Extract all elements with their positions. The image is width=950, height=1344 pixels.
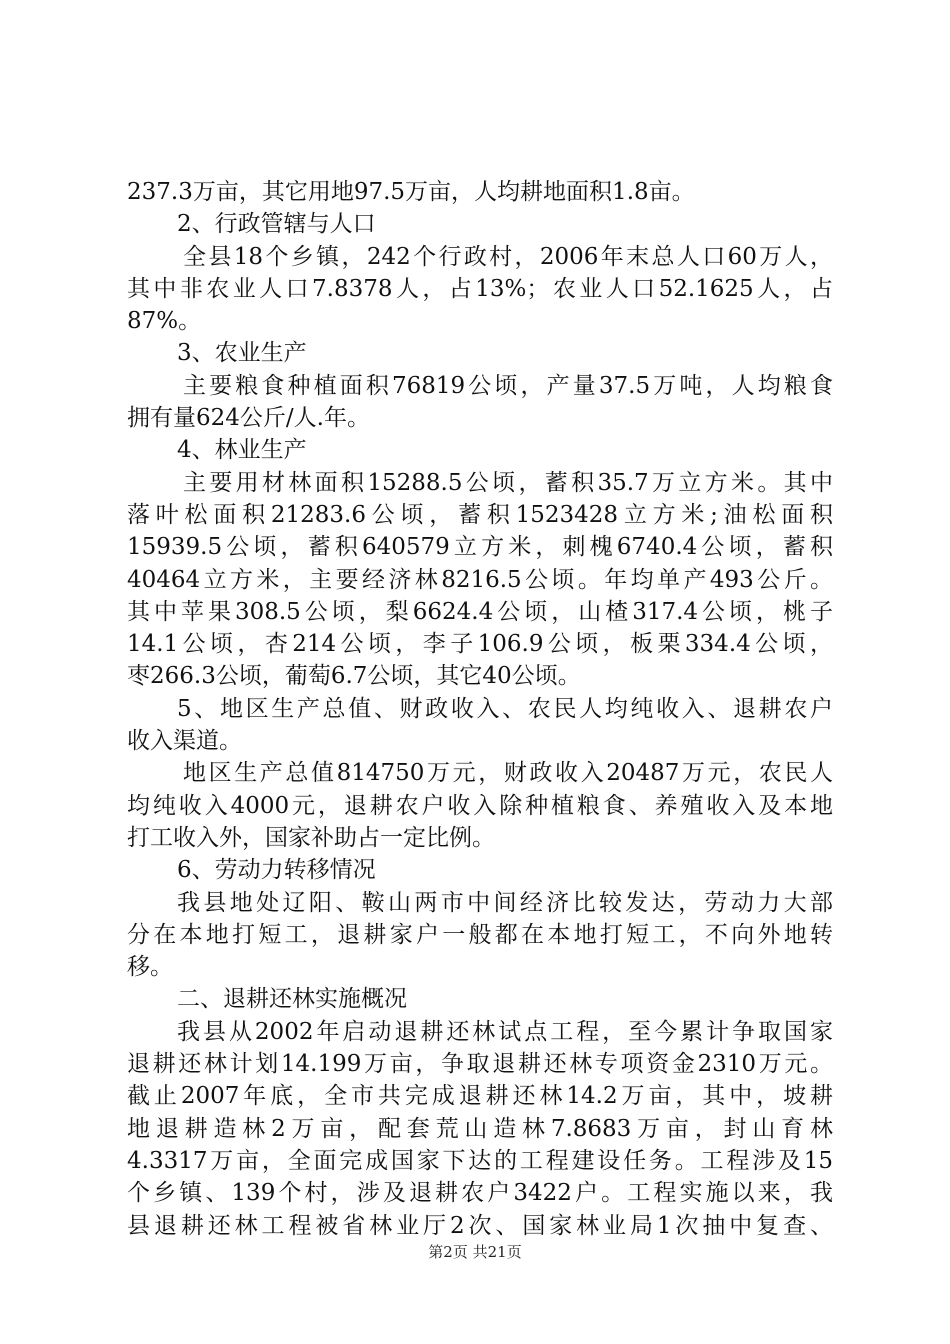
text-line: 我县地处辽阳、鞍山两市中间经济比较发达，劳动力大部: [177, 889, 833, 916]
text-line: 截止2007年底，全市共完成退耕还林14.2万亩，其中，坡耕: [127, 1083, 833, 1110]
text-line: 个乡镇、139个村，涉及退耕农户3422户。工程实施以来，我: [127, 1180, 833, 1207]
text-line: 237.3万亩，其它用地97.5万亩，人均耕地面积1.8亩。: [127, 179, 695, 205]
text-line: 87%。: [127, 308, 202, 335]
page-footer: 第2页 共21页: [428, 1243, 522, 1261]
text-line: 其中非农业人口7.8378人，占13%；农业人口52.1625人，占: [127, 275, 833, 302]
text-line: 3、农业生产: [177, 340, 307, 367]
text-line: 分在本地打短工，退耕家户一般都在本地打短工，不向外地转: [127, 921, 833, 948]
text-line: 6、劳动力转移情况: [177, 857, 376, 884]
text-line: 主要用材林面积15288.5公顷，蓄积35.7万立方米。其中: [183, 469, 833, 496]
text-line: 枣266.3公顷，葡萄6.7公顷，其它40公顷。: [127, 663, 581, 690]
text-line: 4.3317万亩，全面完成国家下达的工程建设任务。工程涉及15: [127, 1147, 833, 1174]
text-line: 打工收入外，国家补助占一定比例。: [127, 824, 495, 851]
text-line: 地区生产总值814750万元，财政收入20487万元，农民人: [183, 760, 833, 787]
text-line: 主要粮食种植面积76819公顷，产量37.5万吨，人均粮食: [183, 372, 833, 399]
text-line: 二、退耕还林实施概况: [177, 986, 407, 1013]
text-line: 2、行政管辖与人口: [177, 211, 376, 238]
text-line: 4、林业生产: [177, 437, 307, 464]
text-line: 县退耕还林工程被省林业厅2次、国家林业局1次抽中复查、: [127, 1212, 833, 1239]
text-line: 40464立方米，主要经济林8216.5公顷。年均单产493公斤。: [127, 566, 833, 593]
text-line: 地退耕造林2万亩，配套荒山造林7.8683万亩，封山育林: [127, 1115, 833, 1142]
text-line: 15939.5公顷，蓄积640579立方米，刺槐6740.4公顷，蓄积: [127, 534, 833, 561]
text-line: 均纯收入4000元，退耕农户收入除种植粮食、养殖收入及本地: [127, 792, 833, 819]
text-line: 全县18个乡镇，242个行政村，2006年末总人口60万人，: [183, 243, 833, 270]
text-line: 5、地区生产总值、财政收入、农民人均纯收入、退耕农户: [177, 695, 833, 722]
text-line: 我县从2002年启动退耕还林试点工程，至今累计争取国家: [177, 1018, 833, 1045]
text-line: 退耕还林计划14.199万亩，争取退耕还林专项资金2310万元。: [127, 1051, 833, 1078]
body-text: [127, 176, 833, 1242]
text-line: 其中苹果308.5公顷，梨6624.4公顷，山楂317.4公顷，桃子: [127, 598, 833, 625]
text-line: 收入渠道。: [127, 728, 242, 755]
text-line: 移。: [127, 954, 173, 981]
text-line: 14.1公顷，杏214公顷，李子106.9公顷，板栗334.4公顷，: [127, 631, 833, 658]
text-line: 拥有量624公斤/人.年。: [127, 405, 370, 432]
text-line: 落叶松面积21283.6公顷，蓄积1523428立方米;油松面积: [127, 501, 833, 528]
